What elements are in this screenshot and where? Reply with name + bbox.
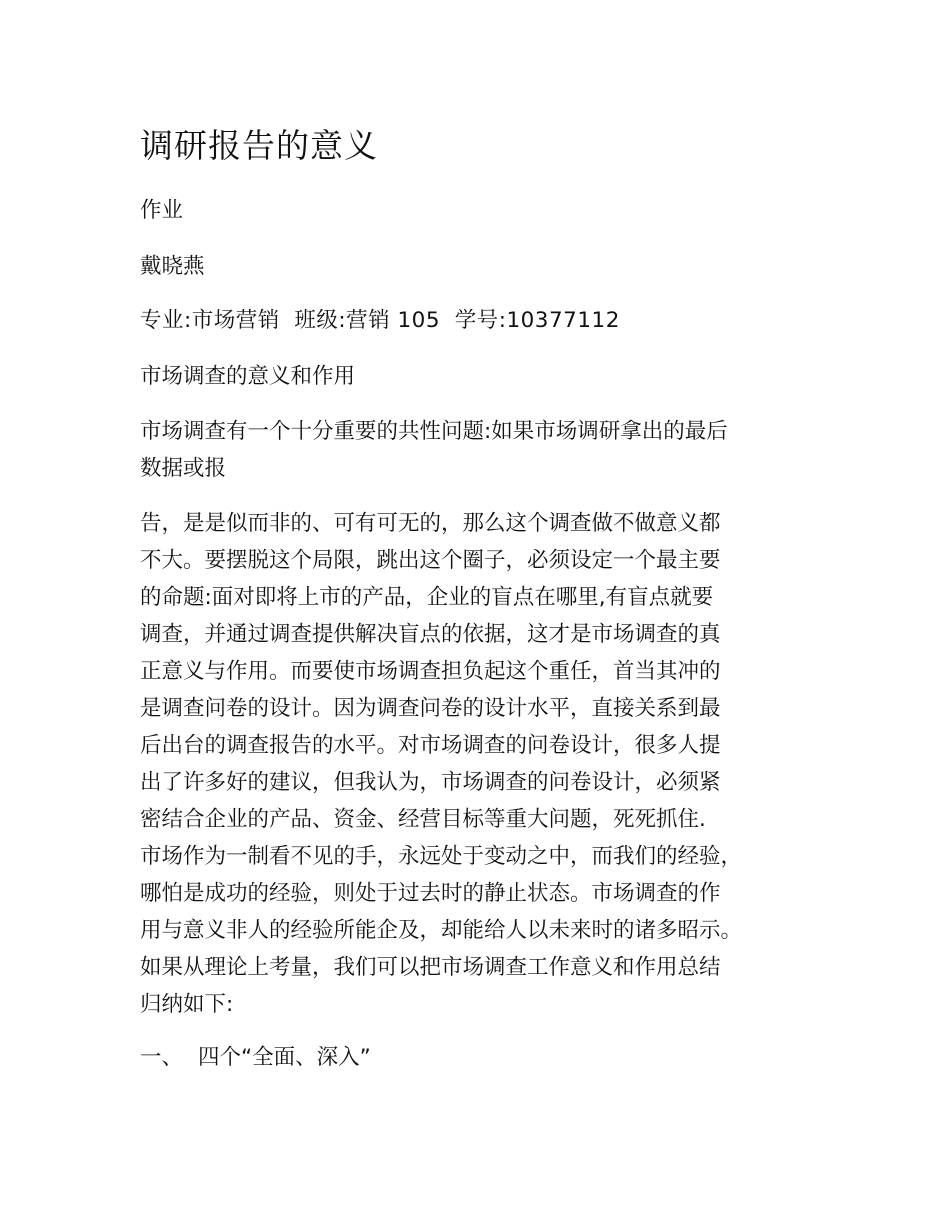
body-line: 调查，并通过调查提供解决盲点的依据，这才是市场调查的真 — [140, 622, 721, 647]
document-label: 作业 — [140, 198, 184, 223]
body-line: 告，是是似而非的、可有可无的，那么这个调查做不做意义都 — [140, 511, 721, 536]
list-item-number: 一、 — [140, 1045, 184, 1070]
student-info: 专业:市场营销 班级:营销 105 学号:10377112 — [140, 308, 620, 333]
author-name: 戴晓燕 — [140, 254, 205, 279]
list-item — [140, 1043, 371, 1073]
section-heading: 市场调查的意义和作用 — [140, 364, 356, 389]
body-line: 哪怕是成功的经验，则处于过去时的静止状态。市场调查的作 — [140, 881, 721, 906]
intro-line: 市场调查有一个十分重要的共性问题:如果市场调研拿出的最后 — [140, 419, 728, 444]
body-line: 市场作为一制看不见的手，永远处于变动之中，而我们的经验， — [140, 844, 743, 869]
body-line: 归纳如下: — [140, 992, 234, 1017]
list-item-text: 四个“全面、深入” — [198, 1045, 371, 1070]
body-line: 如果从理论上考量，我们可以把市场调查工作意义和作用总结 — [140, 955, 721, 980]
intro-paragraph — [140, 413, 820, 487]
body-line: 密结合企业的产品、资金、经营目标等重大问题，死死抓住. — [140, 807, 706, 832]
body-line: 是调查问卷的设计。因为调查问卷的设计水平，直接关系到最 — [140, 696, 721, 721]
body-line: 不大。要摆脱这个局限，跳出这个圈子，必须设定一个最主要 — [140, 548, 721, 573]
body-line: 后出台的调查报告的水平。对市场调查的问卷设计，很多人提 — [140, 733, 721, 758]
body-paragraph — [140, 505, 820, 1023]
body-line: 用与意义非人的经验所能企及，却能给人以未来时的诸多昭示。 — [140, 918, 743, 943]
document-title: 调研报告的意义 — [140, 126, 378, 165]
body-line: 正意义与作用。而要使市场调查担负起这个重任，首当其冲的 — [140, 659, 721, 684]
intro-line: 数据或报 — [140, 456, 227, 481]
body-line: 出了许多好的建议，但我认为，市场调查的问卷设计，必须紧 — [140, 770, 721, 795]
body-line: 的命题:面对即将上市的产品，企业的盲点在哪里,有盲点就要 — [140, 585, 714, 610]
